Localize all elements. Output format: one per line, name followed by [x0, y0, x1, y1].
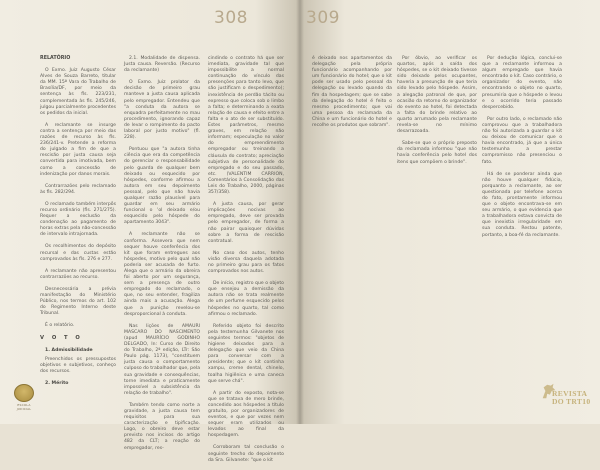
paragraph: Também tendo como norte a gravidade, a justa causa tem requisitos para sua caracterização e tipificação. Logo, o obreiro deve estar previsto nos incisos do artigo 482 da CLT; a reação do empregador, res-: [124, 402, 200, 451]
paragraph: O reclamado também interpôs recurso ordinário (fls. 271/275). Requer a exclusão da condenação ao pagamento de horas extras pela não-concessão de intervalo intrajornada.: [40, 201, 116, 238]
left-column-1: [40, 56, 116, 390]
section-heading-admissibilidade: 1. Admissibilidade: [45, 347, 93, 353]
left-column-3: [208, 56, 284, 470]
paragraph: De início, registro que o objeto que ensejou a demissão da autora não se trata realmente de um perfume esquecido pelos hóspedes no quarto, tal como afirmou o reclamado.: [208, 281, 284, 317]
page-number-right: 309: [306, 8, 340, 28]
paragraph: O Exmo. Juiz Augusto César Alves de Souza Barreto, titular da MM. 15ª Vara do Trabalho de Brasília/DF, por meio da sentença às fls. 223/231, complementada às fls. 245/246, julgou parcialmente procedentes os pedidos da inicial.: [40, 68, 116, 116]
right-column-3: [482, 56, 562, 245]
paragraph: Os recolhimentos do depósito recursal e das custas estão comprovados às fls. 276 e 277.: [40, 244, 116, 262]
right-column-1: [312, 56, 392, 135]
paragraph: No caso dos autos, tenho visão diversa daquela adotada no primeiro grau para os fatos comprovados nos autos.: [208, 250, 284, 275]
paragraph: Por óbvio, ao verificar os quartos, após a saída dos hóspedes, se o kit deixado tivesse sido deixado pelos ocupantes, haveria a presunção de que teria sido levado pelo hóspede. Assim, a alegação patronal de que, por ocasião da retorno do organizador do evento ao hotel, foi detectada a falta do brinde relativo ao quarto arrumado pela reclamante revela-se no mínimo desarrazoada.: [397, 56, 477, 135]
paragraph: Há de se ponderar ainda que não houve qualquer fidúcia, porquanto a reclamante, ao ser questionada por telefone acerca do fato, prontamente informou que o objeto encontrava-se em seu armário, o que evidencia que a trabalhadora estava convicta de que inexistia irregularidade em sua conduta. Restou patente, portanto, a boa-fé da reclamante.: [482, 171, 562, 238]
section-heading-merito: 2. Mérito: [45, 380, 69, 386]
paragraph: O Exmo. Juiz prolator da decisão de primeiro grau manteve a justa causa aplicada pelo empregador. Entendeu que "a conduta da autora se enquadra perfeitamente no mau procedimento, ignorando capaz de levar o rompimento do pacto laboral por justo motivo" (fl. 228).: [124, 80, 200, 141]
escola-judicial-seal-icon: [14, 384, 34, 402]
right-column-2: [397, 56, 477, 172]
paragraph: Por outro lado, o reclamado não comprovou que a trabalhadora não foi autorizada a guardar o kit ou deixou de comunicar que o havia encontrado, já que a única testemunha a prestar compromisso não presenciou o fato.: [482, 116, 562, 165]
paragraph: cindindo o contrato há que ser imediata, gravidade tal que impossibilite a normal continuação do vínculo das presenções para tanto levo, que são justificam o despedimento); inexistência de perdão tácito ou expresso que coloca sob o limbo a falta; e determinando a exata relação de causa e efeito entre a falta e o ato de ser substituído. Estes parâmetros, mesmo graves, em relação não informam; especulação no valor do empreendimento empregador ou treinando a cláusula do contrato; apreciação subjetiva de personalidade do empregado e do seu passado, etc. (VALENTIM CARRION, Comentários à Consolidação das Leis do Trabalho, 2000, páginas 357/358).: [208, 56, 284, 196]
paragraph: Sabe-se que o próprio preposto da reclamada informou "que não havia conferência pelo hotel dos itens que compõem o brinde".: [397, 141, 477, 165]
paragraph: A partir do exposto, nota-se que se tratava de mero brinde, concedido aos hóspedes a título gratuito, por organizadores de eventos, e que por vezes nem sequer eram utilizados ou levados ao final da hospedagem.: [208, 390, 284, 439]
paragraph: 2.1. Modalidade de dispensa. Justa causa. Reversão. (Recurso da reclamante): [124, 56, 200, 74]
paragraph: Pontuou que "a autora tinha ciência que era da competência do gerenciar o responsabilidade pelo guarda de qualquer bem deixado ou esquecido por hóspedes, conforme afirmou a autora em seu depoimento pessoal, pelo que não havia qualquer razão plausível para guardar em seu armário funcional o 'ol deixado e/ou esquecido pelo hóspede do apartamento 3043".: [124, 147, 200, 226]
paragraph: A reclamante não se conforma. Assevera que nem sequer houve conferência dos kit que foram entregues aos hóspedes, motivo pelo qual não poderia ser acusada de furto. Alega que o armário da obreira foi aberto por um segurança, sem a presença de outro empregado do reclamado, o que, no seu entender, fragiliza ainda mais a acusação. Alega que a punição revelou-se desproporcional à conduta.: [124, 232, 200, 317]
paragraph: Nas lições de AMAURI MASCARO DO NASCIMENTO (apud MAURÍCIO GODINHO DELGADO, In: Curso de Direito do Trabalho, 2ª edição, LTr: São Paulo pág. 1173), "constituem justa causa o comportamento culposo do trabalhador que, pela sua gravidade e consequências, torne imediata e praticamente impossível a subsistência da relação de trabalho".: [124, 323, 201, 396]
book-spine-shadow: [296, 0, 304, 424]
paragraph: Por dedução lógica, conclui-se que a reclamante informou a algum empregado que havia encontrado o kit. Caso contrário, o organizador do evento, não encontrando o objeto no quarto, presumiria que o hóspede o levou e o ocorrido teria passado despercebido.: [482, 56, 562, 110]
logo-caption: ESCOLA JUDICIAL: [16, 403, 32, 411]
escola-judicial-logo: [12, 384, 36, 411]
brand-line-2: DO TRT10: [552, 397, 591, 406]
paragraph: A reclamante não apresentou contrarrazões ao recurso.: [40, 268, 116, 280]
revista-trt10-logo: [538, 380, 598, 420]
paragraph: Referido objeto foi descrito pela testemunha Gilvanete nos seguintes termos: "objetos de higiene deixados para a delegação que veio da China para conversar com a presidente; que o kit continha xampu, creme dental, chinelo, toalha higiênica e uma caneca que serve chá".: [208, 323, 284, 384]
paragraph: Corroboram tal conclusão o seguinte trecho do depoimento da Sra. Gilvanete: "que o kit: [208, 445, 284, 463]
report-heading: RELATÓRIO: [40, 56, 71, 61]
paragraph: A reclamante se insurge contra a sentença por meio das razões de recurso às fls. 236/241-v. Pretende a reforma do julgado a fim de que a rescisão por justa causa seja convertida para imotivada, bem como a concessão de indenização por danos morais.: [40, 122, 116, 177]
brand-line-1: REVISTA: [552, 389, 588, 398]
voto-heading: V O T O: [40, 335, 83, 342]
left-page: [0, 0, 300, 463]
paragraph: é deixado nos apartamentos da delegação pela própria funcionário acompanhando por um funcionário do hotel; que o kit pode ser usado pelo pessoal da delegação ou levado quando da fim da hospedagem; que se sabe da delegação do hotel é feito o mesmo procedimento; que vai uma pessoa da reclamada da China e um funcionário do hotel e recolhe os produtos que sobram".: [312, 56, 392, 129]
paragraph: Contrarrazões pelo reclamado às fls. 282/294.: [40, 183, 116, 195]
paragraph: Desnecessária a prévia manifestação do Ministério Público, nos termos do art. 102 do Regimento Interno deste Tribunal.: [40, 286, 116, 317]
brand-text: [552, 390, 591, 406]
left-column-2: [124, 56, 200, 458]
paragraph: A justa causa, por gerar implicações nocivas ao empregado, deve ser provada pelo empregador, de forma a não pairar quaisquer dúvidas sobre a forma de rescisão contratual.: [208, 202, 284, 244]
paragraph: É o relatório.: [45, 323, 75, 329]
page-number-left: 308: [214, 8, 248, 28]
paragraph: Preenchidos os pressupostos objetivos e subjetivos, conheço dos recursos.: [40, 356, 116, 374]
right-page: [300, 0, 600, 424]
